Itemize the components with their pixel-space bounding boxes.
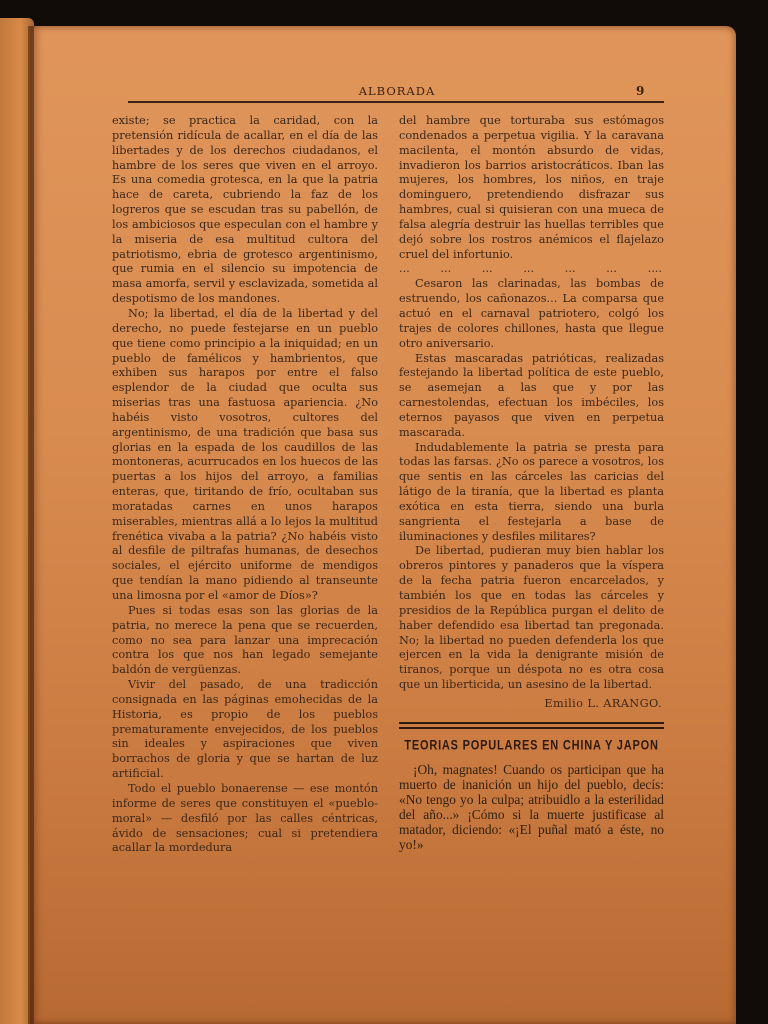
paragraph: Pues si todas esas son las glorias de la patria, no merece la pena que se recuerden, como no sea para lanzar una imprecación contra los que nos han legado semejante baldón de vergüenzas. bbox=[112, 603, 378, 677]
ellipsis: ... bbox=[440, 262, 452, 276]
ellipsis: ... bbox=[481, 262, 493, 276]
section-divider bbox=[399, 722, 664, 729]
paragraph: del hambre que torturaba sus estómagos condenados a perpetua vigilia. Y la caravana macilenta, el montón absurdo de vidas, invadieron los barrios aristocráticos. Iban las mujeres, los hombres, los niños, en traje dominguero, pretendiendo disfrazar sus hambres, cual si quisieran con una mueca de falsa alegría destruir las huellas terribles que dejó sobre los rostros anémicos el flajelazo cruel del infortunio. bbox=[399, 114, 664, 261]
section-title: TEORIAS POPULARES EN CHINA Y JAPON bbox=[404, 738, 659, 754]
ellipsis: ... bbox=[606, 262, 617, 276]
paragraph: Vivir del pasado, de una tradicción consignada en las páginas emohecidas de la Historia, es propio de los pueblos prematuramente envejecidos, de los pueblos sin ideales y aspiraciones que viven borrachos de gloria y que se hartan de luz artificial. bbox=[112, 678, 378, 781]
left-column bbox=[112, 114, 378, 856]
paragraph: Cesaron las clarinadas, las bombas de estruendo, los cañonazos... La comparsa que actuó en el carnaval patriotero, colgó los trajes de colores chillones, hasta que llegue otro aniversario. bbox=[399, 277, 664, 350]
author-signature: Emilio L. ARANGO. bbox=[544, 696, 662, 710]
divider-line bbox=[399, 722, 664, 724]
section-body bbox=[399, 762, 664, 852]
right-column bbox=[399, 114, 664, 852]
paragraph: Indudablemente la patria se presta para todas las farsas. ¿No os parece a vosotros, los que sentis en las cárceles las caricias del látigo de la tiranía, que la libertad es planta exótica en esta tierra, siendo una burla sangrienta el festejarla a base de iluminaciones y desfiles militares? bbox=[399, 440, 664, 543]
paragraph: De libertad, pudieran muy bien hablar los obreros pintores y panaderos que la víspera de la fecha patria fueron encarcelados, y también los que en todas las cárceles y presidios de la República purgan el delito de haber defendido esa libertad tan pregonada. No; la libertad no pueden defenderla los que ejercen en la vida la denigrante misión de tiranos, porque un déspota no es otra cosa que un liberticida, un asesino de la libertad. bbox=[399, 544, 664, 692]
paragraph: No; la libertad, el día de la libertad y del derecho, no puede festejarse en un pueblo que tiene como principio a la iniquidad; en un pueblo de famélicos y hambrientos, que exhiben sus harapos por entre el falso esplendor de la ciudad que oculta sus miserias tras una fastuosa apariencia. ¿No habéis visto vosotros, cultores del argentinismo, de una tradición que basa sus glorias en la espada de los caudillos de las montoneras, acurrucados en los huecos de las puertas a los hijos del arroyo, a familias enteras, que, tiritando de frío, ocultaban sus moratadas carnes en unos harapos miserables, mientras allá a lo lejos la multitud frenética vivaba a la patria? ¿No habéis visto al desfile de piltrafas humanas, de desechos sociales, el ejército uniforme de mendigos que tendían la mano pidiendo al transeunte una limosna por el «amor de Díos»? bbox=[112, 306, 378, 602]
paragraph: existe; se practica la caridad, con la pretensión ridícula de acallar, en el día de las libertades y de los derechos ciudadanos, el hambre de los seres que viven en el arroyo. Es una comedia grotesca, en la que la patria hace de careta, cubriendo la faz de los logreros que se escudan tras su pabellón, de los ambiciosos que especulan con el hambre y la miseria de esa multitud cultora del patriotismo, ebria de grotesco argentinismo, que rumia en el silencio su impotencia de masa amorfa, servil y esclavizada, sometida al despotismo de los mandones. bbox=[112, 114, 378, 306]
spine-shadow bbox=[28, 26, 34, 1024]
paragraph: Todo el pueblo bonaerense — ese montón informe de seres que constituyen el «pueblo-moral» — desfiló por las calles céntricas, ávido de sensaciones; cual si pretendiera acallar la mordedura bbox=[112, 781, 378, 855]
running-header-title: ALBORADA bbox=[358, 84, 436, 98]
divider-line bbox=[399, 727, 664, 729]
ellipsis: ... bbox=[564, 262, 576, 276]
page-number: 9 bbox=[636, 84, 645, 98]
paragraph: Estas mascaradas patrióticas, realizadas festejando la libertad política de este pueblo, se asemejan a las que y por las carnestolendas, efectuan los imbéciles, los eternos payasos que viven en perpetua mascarada. bbox=[399, 351, 664, 439]
header-rule bbox=[128, 101, 664, 103]
paragraph: ¡Oh, magnates! Cuando os participan que ha muerto de inanición un hijo del pueblo, decís: «No tengo yo la culpa; atribuidlo a la esterilidad del año...» ¡Cómo si la muerte justificase al matador, diciendo: «¡El puñal mató a éste, no yo!» bbox=[399, 761, 664, 852]
ellipsis: .... bbox=[647, 262, 662, 276]
ellipsis-row bbox=[399, 262, 664, 277]
ellipsis: ... bbox=[523, 262, 535, 276]
ellipsis: ... bbox=[399, 262, 410, 276]
